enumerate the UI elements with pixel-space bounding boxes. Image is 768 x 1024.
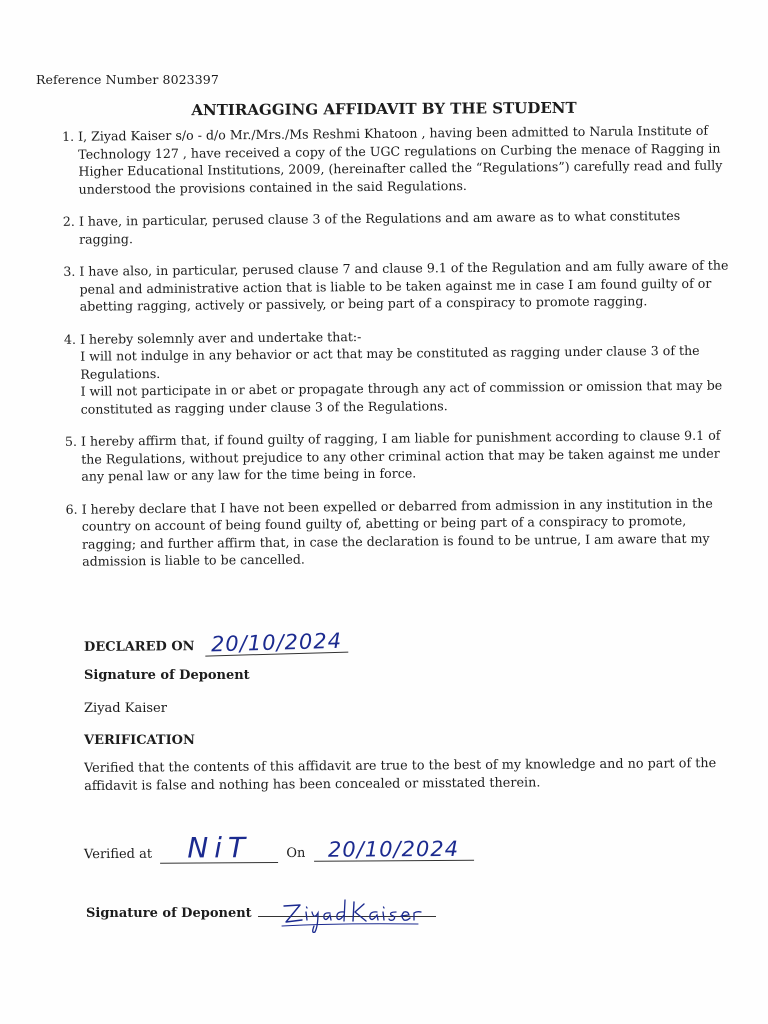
verified-date-field[interactable]: 20/10/2024 xyxy=(313,838,473,862)
document-title: ANTIRAGGING AFFIDAVIT BY THE STUDENT xyxy=(191,98,577,120)
verification-text: Verified that the contents of this affidavit are true to the best of my knowledge and no part of the affidavit is false and nothing has been concealed or misstated therein. xyxy=(84,756,717,794)
deponent-name: Ziyad Kaiser xyxy=(84,701,167,716)
clause-text: I have also, in particular, perused clause 7 and clause 9.1 of the Regulation and am fully aware of the penal and administrative action that is liable to be taken against me in case I am found guilty of or abetting ragging, actively or passively, or being part of a conspiracy to promote ragging. xyxy=(79,257,729,314)
verified-at-field[interactable]: NiT xyxy=(160,834,278,864)
clause-sub-item: I will not participate in or abet or propagate through any act of commission or omission that may be constituted as ragging under clause 3 of the Regulations. xyxy=(80,377,723,417)
clause-item xyxy=(78,121,733,197)
reference-number: Reference Number 8023397 xyxy=(36,72,219,87)
final-signature-label: Signature of Deponent xyxy=(86,906,252,921)
affidavit-body xyxy=(52,121,736,585)
clause-text: I hereby solemnly aver and undertake that:- xyxy=(79,328,362,347)
verification-heading: VERIFICATION xyxy=(84,733,195,748)
clause-item xyxy=(82,494,737,570)
handwritten-signature xyxy=(278,896,448,938)
on-label: On xyxy=(286,845,306,861)
clause-item xyxy=(79,256,733,315)
declared-on-label: DECLARED ON xyxy=(83,639,195,655)
clause-text: I, Ziyad Kaiser s/o - d/o Mr./Mrs./Ms Reshmi Khatoon , having been admitted to Narula Institute of Technology 127 , have received a copy of the UGC regulations on Curbing the menace of Ragging in Higher Educational Institutions, 2009, (hereinafter called the “Regulations”) carefully read and fully understood the provisions contained in the said Regulations. xyxy=(78,122,723,197)
verified-at-label: Verified at xyxy=(83,846,153,863)
clause-item xyxy=(81,426,735,485)
clause-item xyxy=(79,206,733,247)
clause-sub-item: I will not indulge in any behavior or act that may be constituted as ragging under clause 3 of the Regulations. xyxy=(80,342,700,382)
clause-item xyxy=(80,324,735,418)
declared-on-line xyxy=(83,628,348,657)
clause-text: I have, in particular, perused clause 3 of the Regulations and am aware as to what constitutes ragging. xyxy=(78,207,681,247)
clause-text: I hereby declare that I have not been expelled or debarred from admission in any institution in the country on account of being found guilty of, abetting or being part of a conspiracy to promote, ragging; and further affirm that, in case the declaration is found to be untrue, I am aware that my admission is liable to be cancelled. xyxy=(81,495,713,569)
verified-at-line xyxy=(84,833,474,864)
clause-text: I hereby affirm that, if found guilty of ragging, I am liable for punishment according to clause 9.1 of the Regulations, without prejudice to any other criminal action that may be taken against me under any penal law or any law for the time being in force. xyxy=(80,427,721,484)
clause-list xyxy=(52,121,736,570)
declared-date-field[interactable]: 20/10/2024 xyxy=(205,630,349,657)
signature-heading: Signature of Deponent xyxy=(84,668,250,683)
